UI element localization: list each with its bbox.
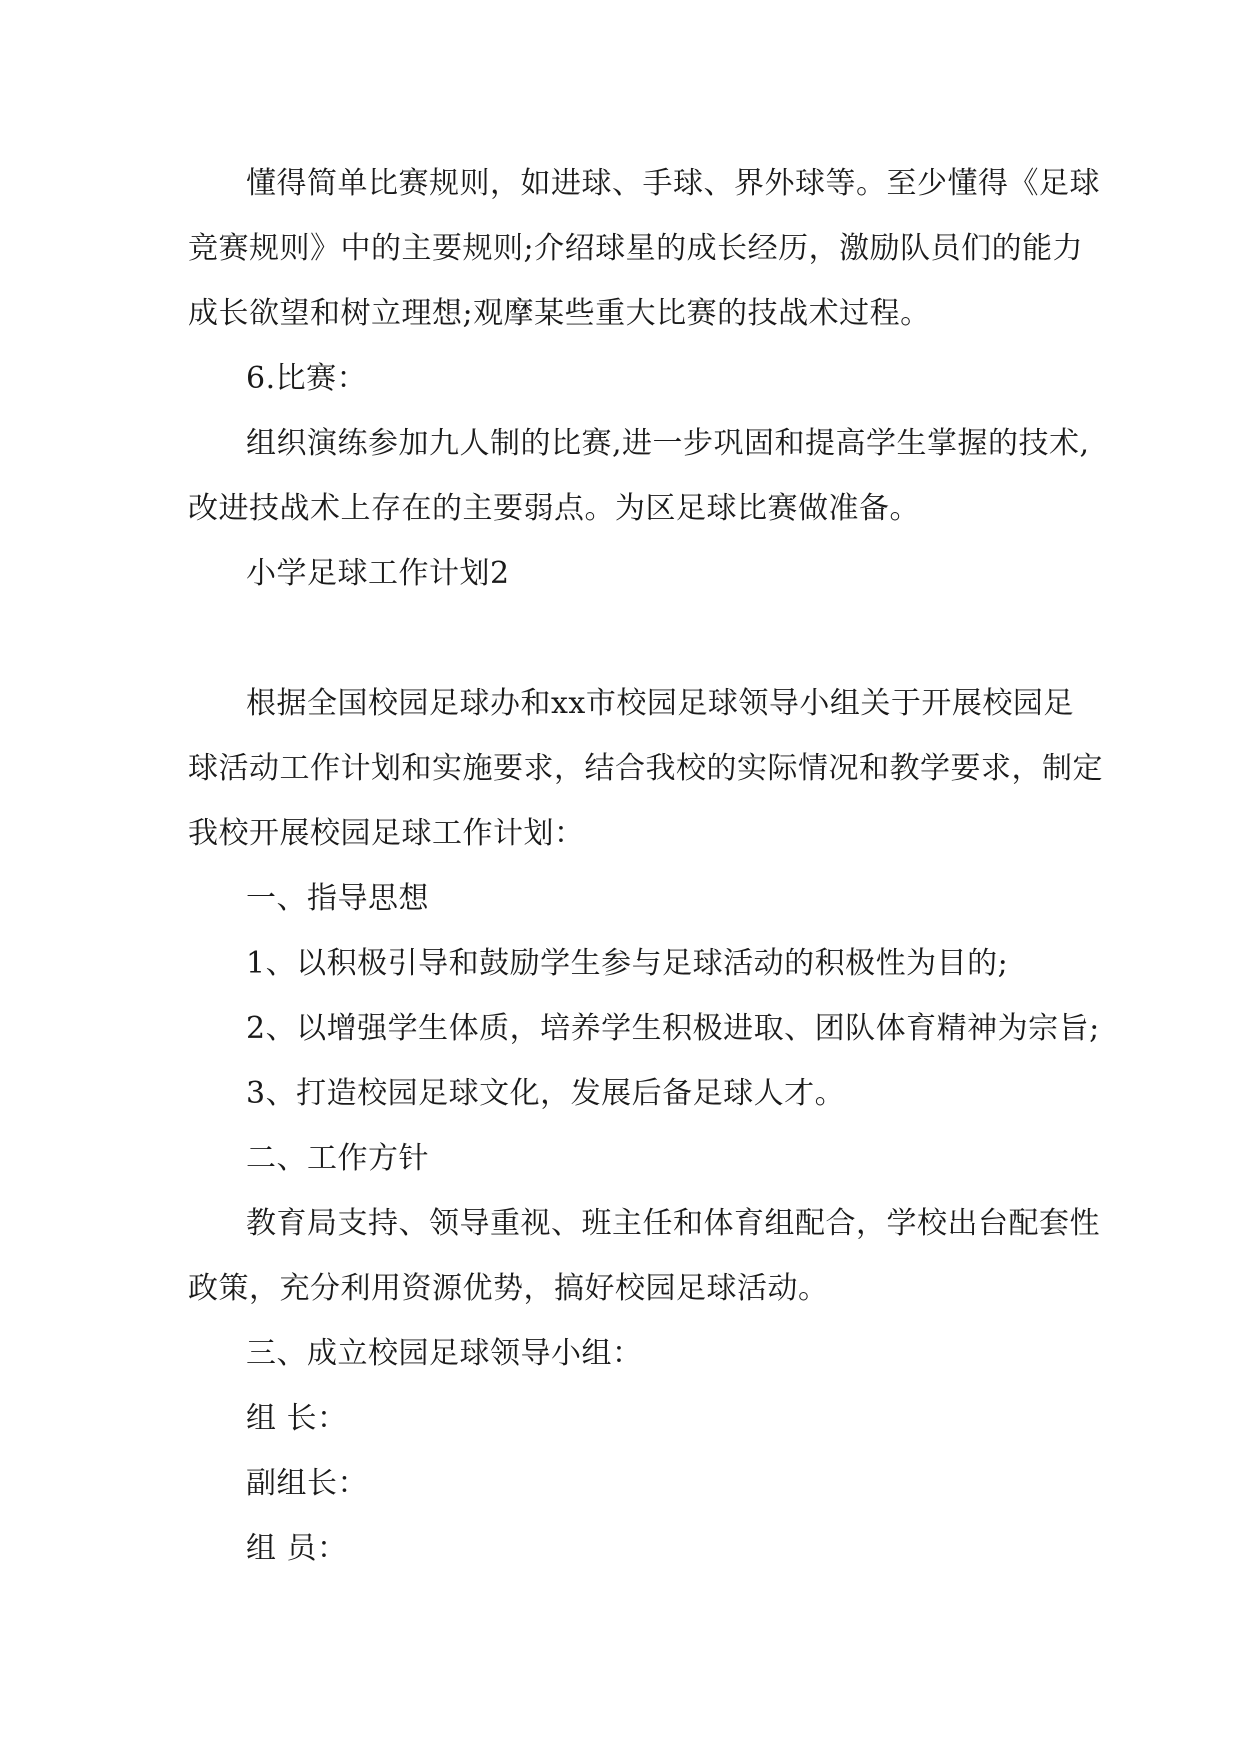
section-heading: 6.比赛： — [246, 361, 368, 396]
list-item: 2、以增强学生体质，培养学生积极进取、团队体育精神为宗旨; — [246, 1011, 1100, 1046]
paragraph-line: 成长欲望和树立理想;观摩某些重大比赛的技战术过程。 — [188, 296, 931, 331]
paragraph-line: 组织演练参加九人制的比赛,进一步巩固和提高学生掌握的技术, — [246, 426, 1090, 461]
section-heading: 一、指导思想 — [246, 881, 429, 916]
paragraph-line: 改进技战术上存在的主要弱点。为区足球比赛做准备。 — [188, 491, 920, 526]
section-heading: 三、成立校园足球领导小组： — [246, 1336, 643, 1371]
paragraph-line: 懂得简单比赛规则，如进球、手球、界外球等。至少懂得《足球 — [246, 166, 1100, 201]
role-label-deputy-leader: 副组长： — [246, 1466, 368, 1501]
role-label-members: 组 员： — [246, 1531, 348, 1566]
role-label-leader: 组 长： — [246, 1401, 348, 1436]
document-subtitle: 小学足球工作计划2 — [246, 556, 510, 591]
paragraph-line: 政策，充分利用资源优势，搞好校园足球活动。 — [188, 1271, 829, 1306]
paragraph-line: 根据全国校园足球办和xx市校园足球领导小组关于开展校园足 — [246, 686, 1074, 721]
paragraph-line: 我校开展校园足球工作计划： — [188, 816, 585, 851]
paragraph-line: 球活动工作计划和实施要求，结合我校的实际情况和教学要求，制定 — [188, 751, 1103, 786]
paragraph-line: 教育局支持、领导重视、班主任和体育组配合，学校出台配套性 — [246, 1206, 1100, 1241]
section-heading: 二、工作方针 — [246, 1141, 429, 1176]
paragraph-line: 竞赛规则》中的主要规则;介绍球星的成长经历，激励队员们的能力 — [188, 231, 1084, 266]
list-item: 1、以积极引导和鼓励学生参与足球活动的积极性为目的; — [246, 946, 1009, 981]
list-item: 3、打造校园足球文化，发展后备足球人才。 — [246, 1076, 846, 1111]
